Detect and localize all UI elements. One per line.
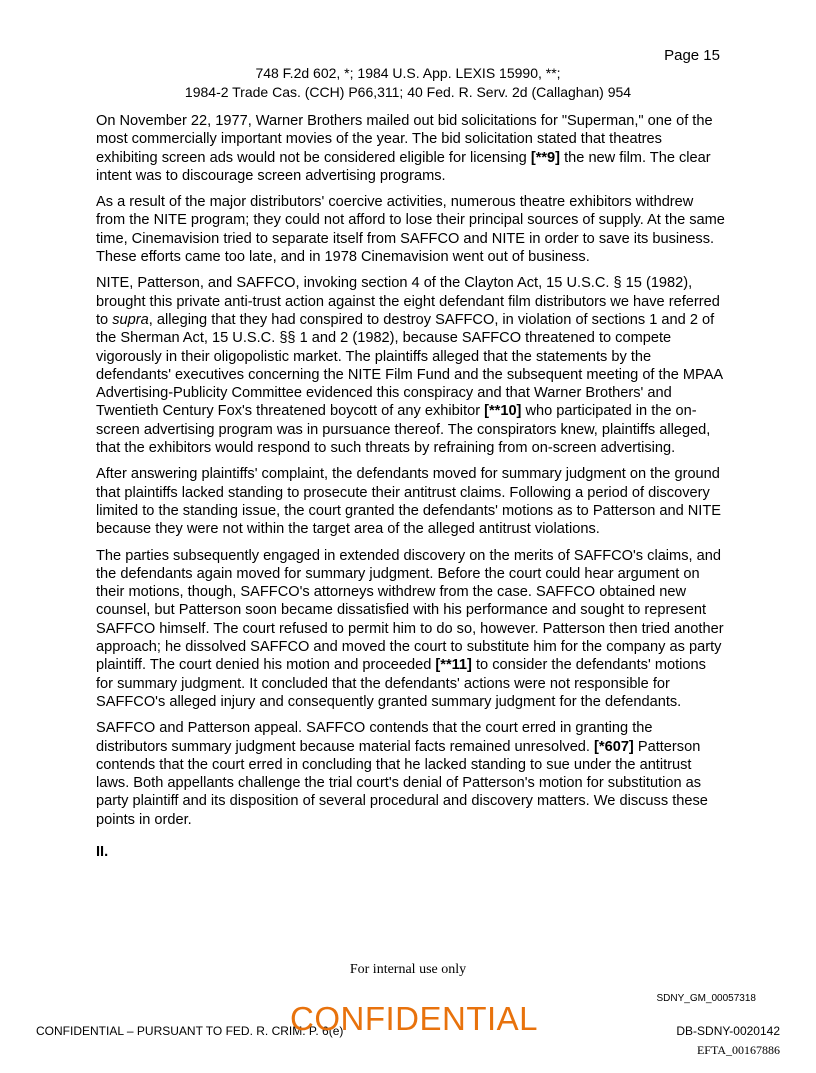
paragraph-appeal: SAFFCO and Patterson appeal. SAFFCO contends that the court erred in granting the distributors summary judgment because material facts remained unresolved. [*607] Patterson contends that the court erred in concluding that he lacked standing to sue under the antitrust laws. Both appellants challenge the trial court's denial of Patterson's motion for substitution as party plaintiff and its disposition of several procedural and discovery matters. We discuss these points in order. bbox=[96, 720, 708, 828]
case-citation bbox=[0, 64, 816, 102]
page-marker: [**11] bbox=[435, 657, 472, 674]
citation-line-1: 748 F.2d 602, *; 1984 U.S. App. LEXIS 15990, **; bbox=[255, 65, 561, 81]
paragraph-coercive-activities: As a result of the major distributors' coercive activities, numerous theatre exhibitors withdrew from the NITE program; they could not afford to lose their principal sources of supply. At the same time, Cinemavision tried to separate itself from SAFFCO and NITE in order to save its business. These efforts came too late, and in 1978 Cinemavision went out of business. bbox=[96, 194, 725, 266]
bates-number-sdny-gm: SDNY_GM_00057318 bbox=[656, 993, 756, 1004]
confidential-notice: CONFIDENTIAL – PURSUANT TO FED. R. CRIM. P. 6(e) bbox=[36, 1024, 344, 1038]
paragraph-superman-bid: On November 22, 1977, Warner Brothers mailed out bid solicitations for "Superman," one of the most commercially important movies of the year. The bid solicitation stated that theatres exhibiting screen ads would not be considered eligible for licensing [**9] the new film. The clear intent was to discourage screen advertising programs. bbox=[96, 113, 713, 184]
confidential-stamp: CONFIDENTIAL bbox=[290, 1000, 539, 1037]
page-marker: [*607] bbox=[594, 738, 634, 755]
internal-use-notice: For internal use only bbox=[349, 962, 467, 977]
bates-number-efta: EFTA_00167886 bbox=[696, 1043, 780, 1057]
paragraph-discovery-merits: The parties subsequently engaged in extended discovery on the merits of SAFFCO's claims, and the defendants again moved for summary judgment. Before the court could hear argument on their motions, though, SAFFCO's attorneys withdrew from the case. SAFFCO obtained new counsel, but Patterson soon became dissatisfied with his performance and sought to represent SAFFCO himself. The court refused to permit him to do so, however. Patterson then tried another approach; he dissolved SAFFCO and moved the court to substitute him for the company as party plaintiff. The court denied his motion and proceeded [**11] to consider the defendants' motions for summary judgment. It concluded that the defendants' actions were not responsible for SAFFCO's alleged injury and consequently granted summary judgment for the defendants. bbox=[96, 547, 724, 710]
paragraph-antitrust-action: NITE, Patterson, and SAFFCO, invoking section 4 of the Clayton Act, 15 U.S.C. § 15 (1982), brought this private anti-trust action against the eight defendant film distributors we have referred to supra, alleging that they had conspired to destroy SAFFCO, in violation of sections 1 and 2 of the Sherman Act, 15 U.S.C. §§ 1 and 2 (1982), because SAFFCO threatened to compete vigorously in their oligopolistic market. The plaintiffs alleged that the statements by the defendants' executives concerning the NITE Film Fund and the subsequent meeting of the MPAA Advertising-Publicity Committee evidenced this conspiracy and that Warner Brothers' and Twentieth Century Fox's threatened boycott of any exhibitor [**10] who participated in the on-screen advertising program was in pursuance thereof. The conspirators knew, plaintiffs alleged, that the exhibitors would respond to such threats by refraining from on-screen advertising. bbox=[96, 275, 723, 457]
page-number: Page 15 bbox=[664, 47, 720, 64]
opinion-body bbox=[96, 112, 726, 861]
citation-line-2: 1984-2 Trade Cas. (CCH) P66,311; 40 Fed. R. Serv. 2d (Callaghan) 954 bbox=[184, 84, 632, 100]
page-marker: [**10] bbox=[484, 403, 522, 420]
bates-number-db-sdny: DB-SDNY-0020142 bbox=[676, 1024, 780, 1038]
paragraph-summary-judgment-standing: After answering plaintiffs' complaint, the defendants moved for summary judgment on the ground that plaintiffs lacked standing to prosecute their antitrust claims. Following a period of discovery limited to the standing issue, the court granted the defendants' motions as to Patterson and NITE because they were not within the target area of the alleged antitrust violations. bbox=[96, 466, 722, 538]
page-marker: [**9] bbox=[530, 149, 561, 166]
section-heading: II. bbox=[96, 843, 109, 860]
